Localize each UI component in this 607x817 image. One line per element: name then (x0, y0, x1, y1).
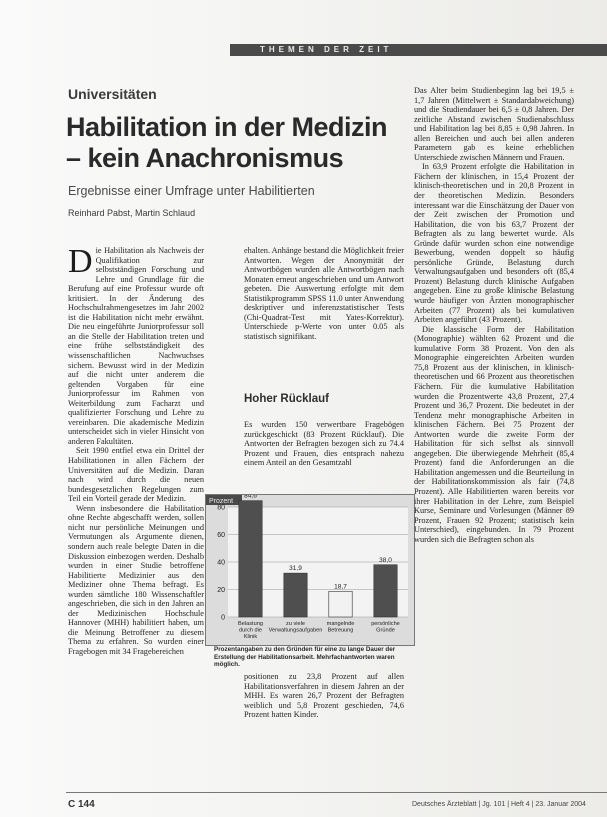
y-tick-label: 20 (217, 587, 225, 594)
text-column-2-mid (244, 420, 404, 488)
bar (284, 573, 307, 617)
bar-chart (205, 494, 415, 646)
paragraph: positionen zu 23,8 Prozent auf allen Habilitationsverfahren in diesem Jahren an der MHH. Es waren 26,7 Prozent der Befragten weiblich und 5,8 Prozent geschieden, 74,6 Prozent hatten Kinder. (244, 672, 404, 720)
article-rubric: Universitäten (68, 86, 157, 102)
chart-caption: Prozentangaben zu den Gründen für eine zu lange Dauer der Erstellung der Habilitationsarbeit. Mehrfachantworten waren möglich. (214, 646, 396, 669)
text-column-2-bottom (244, 672, 404, 784)
page-number: C 144 (68, 799, 95, 810)
y-tick-label: 0 (221, 614, 225, 622)
bar-chart-svg (206, 495, 414, 645)
data-label: 18,7 (334, 583, 347, 591)
text-column-1 (68, 246, 204, 786)
footer-rule (66, 792, 607, 793)
paragraph: ehalten. Anhänge bestand die Möglichkeit freier Antworten. Wegen der Anonymität der Antwortbögen wurden alle Antwortbögen nach Monaten erneut angeschrieben und um Antwort gebeten. Die Auswertung erfolgte mit dem Statistikprogramm SPSS 11.0 unter Anwendung deskriptiver und inferenzstatistischer Tests (Chi-Quadrat-Test mit Yates-Korrektur). Unterschiede p-Werte von unter 0.05 als statistisch signifikant. (244, 246, 404, 341)
chart-ylabel: Prozent (209, 498, 234, 505)
title-line-2: – kein Anachronismus (66, 143, 344, 173)
paragraph: Das Alter beim Studienbeginn lag bei 19,5 ± 1,7 Jahren (Mittelwert ± Standardabweichung) und die Studiendauer bei 6,5 ± 0,8 Jahren. Der zeitliche Abstand zwischen Studienabschluss und Habilitation lag bei 8,85 ± 0,98 Jahren. In allen Bereichen und auch bei allen anderen Parametern gab es keine erheblichen Unterschiede zwischen Männern und Frauen. (414, 86, 574, 162)
x-tick-label: mangelnde Betreuung (326, 621, 355, 634)
x-tick-label: zu viele Verwaltungsaufgaben (268, 621, 323, 634)
paragraph: Seit 1990 entfiel etwa ein Drittel der Habilitationen in allen Fächern der Universitäten auf die Medizin. Daran nach wird durch die neuen bundesgesetzlichen Regelungen zum Teil ein Vorteil gerade der Medizin. (68, 446, 204, 504)
text-column-3 (414, 86, 574, 786)
paragraph: Es wurden 150 verwertbare Fragebögen zurückgeschickt (83 Prozent Rücklauf). Die Antworten der Befragten bezogen sich zu 74.4 Prozent und Frauen, dies entsprach nahezu einem Anteil an den Gesamtzahl (244, 420, 404, 468)
data-label: 84,6 (244, 495, 257, 500)
y-tick-labels (217, 505, 225, 622)
text-column-2-top (244, 246, 404, 381)
x-tick-label: Belastung durch die Klinik (238, 621, 263, 640)
paragraph: Wenn insbesondere die Habilitation ohne Rechte abgeschafft werden, sollen nicht nur persönliche Meinungen und Vermutungen als Argumente dienen, sondern auch reale belegte Daten in die Diskussion einbezogen werden. Deshalb wurden in einer Studie betroffene Habilitierte Medizinier aus den Mediziner ohne Thema befragt. Es wurden sämtliche 180 Wissenschaftler angeschrieben, die sich in den Jahren an der Medizinischen Hochschule Hannover (MHH) habilitiert haben, um die Meinung Betroffener zu diesem Thema zu erfahren. So wurden einer Fragebogen mit 34 Fragebereichen (68, 503, 204, 656)
section-band-label: THEMEN DER ZEIT (260, 45, 393, 54)
y-tick-label: 40 (217, 559, 225, 567)
drop-cap: D (68, 246, 93, 280)
article-subtitle: Ergebnisse einer Umfrage unter Habilitierten (68, 184, 315, 198)
paragraph: In 63,9 Prozent erfolgte die Habilitation in Fächern der klinischen, in 15,4 Prozent der klinisch-theoretischen und in 20,8 Prozent in der theoretischen Medizin. Besonders interessant war die Einschätzung der Dauer von der Zeit zwischen der Promotion und Habilitation, die von bis 63,7 Prozent der Befragten als zu lang bewertet wurde. Als Gründe dafür wurden schon eine notwendige Bewerbung, wenden doppelt so häufig persönliche Gründe, Belastung durch Verwaltungsaufgaben und besonders oft (85,4 Prozent) Belastung durch klinische Aufgaben angegeben. Eine zu große klinische Belastung wurde häufiger von Ärzten monographischer Arbeiten (77 Prozent) als bei kumulativen Arbeiten angeführt (43 Prozent). (414, 162, 574, 325)
paragraph: Die klassische Form der Habilitation (Monographie) wählten 62 Prozent und die kumulative Form 38 Prozent. Von den als Monographie eingereichten Arbeiten wurden 75,8 Prozent aus der klinischen, in klinisch-theoretischen und 66 Prozent aus theoretischen Fächern. Für die kumulative Habilitation wurden die Prozentwerte 43,8 Prozent, 27,4 Prozent und 36,7 Prozent. Die bedeutet in der Tendenz mehr monographische Arbeiten in klinischen Fächern. Bei 75 Prozent der Antworten wurde die zweite Form der Habilitation für sich selbst als sinnvoll angegeben. Die überwiegende Mehrheit (85,4 Prozent) fand die Anforderungen an die Habilitation angemessen und die Beurteilung in der Habilitationskommission als fair (74,8 Prozent). Alle Habilitierten waren bereits vor ihrer Habilitation in der Lehre, zum Beispiel Kurse, Seminare und Vorlesungen (Männer 89 Prozent, Frauen 92 Prozent; statistisch kein Unterschied), eingebunden. In 79 Prozent wurden sich die Befragten schon als (414, 324, 574, 544)
title-line-1: Habilitation in der Medizin (66, 112, 388, 142)
bar (374, 565, 397, 617)
section-heading: Hoher Rücklauf (244, 393, 329, 405)
paragraph (68, 246, 204, 446)
article-title (66, 112, 406, 174)
article-authors: Reinhard Pabst, Martin Schlaud (68, 208, 196, 218)
data-label: 31,9 (289, 565, 302, 573)
journal-citation: Deutsches Ärzteblatt | Jg. 101 | Heft 4 | 23. Januar 2004 (412, 801, 586, 808)
x-tick-label: persönliche Gründe (371, 621, 400, 634)
data-label: 38,0 (379, 556, 392, 564)
x-tick-labels (238, 621, 400, 640)
paragraph-text: ie Habilitation als Nachweis der Qualifikation zur selbstständigen Forschung und Lehre und Grundlage für die Berufung auf eine Professur wurde oft kritisiert. In der Änderung des Hochschulrahmengesetzes im Jahr 2002 ist die Habilitation nicht mehr erwähnt. Die neu eingeführte Juniorprofessur soll an die Stelle der Habilitation treten und eine frühe selbstständigkeit des wissenschaftlichen Nachwuchses sichern. Bewusst wird in der Medizin auf die nicht unter anderem die geltenden Vorgaben für eine Juniorprofessur im Rahmen von Weiterbildung zum Facharzt und qualifizierter Forschung und Lehre zu vereinbaren. Die akademische Medizin unterscheidet sich in vieler Hinsicht von anderen Fakultäten. (68, 246, 204, 446)
bar (329, 591, 352, 617)
bar (239, 501, 262, 617)
y-tick-label: 80 (217, 504, 225, 512)
y-tick-label: 60 (217, 532, 225, 539)
